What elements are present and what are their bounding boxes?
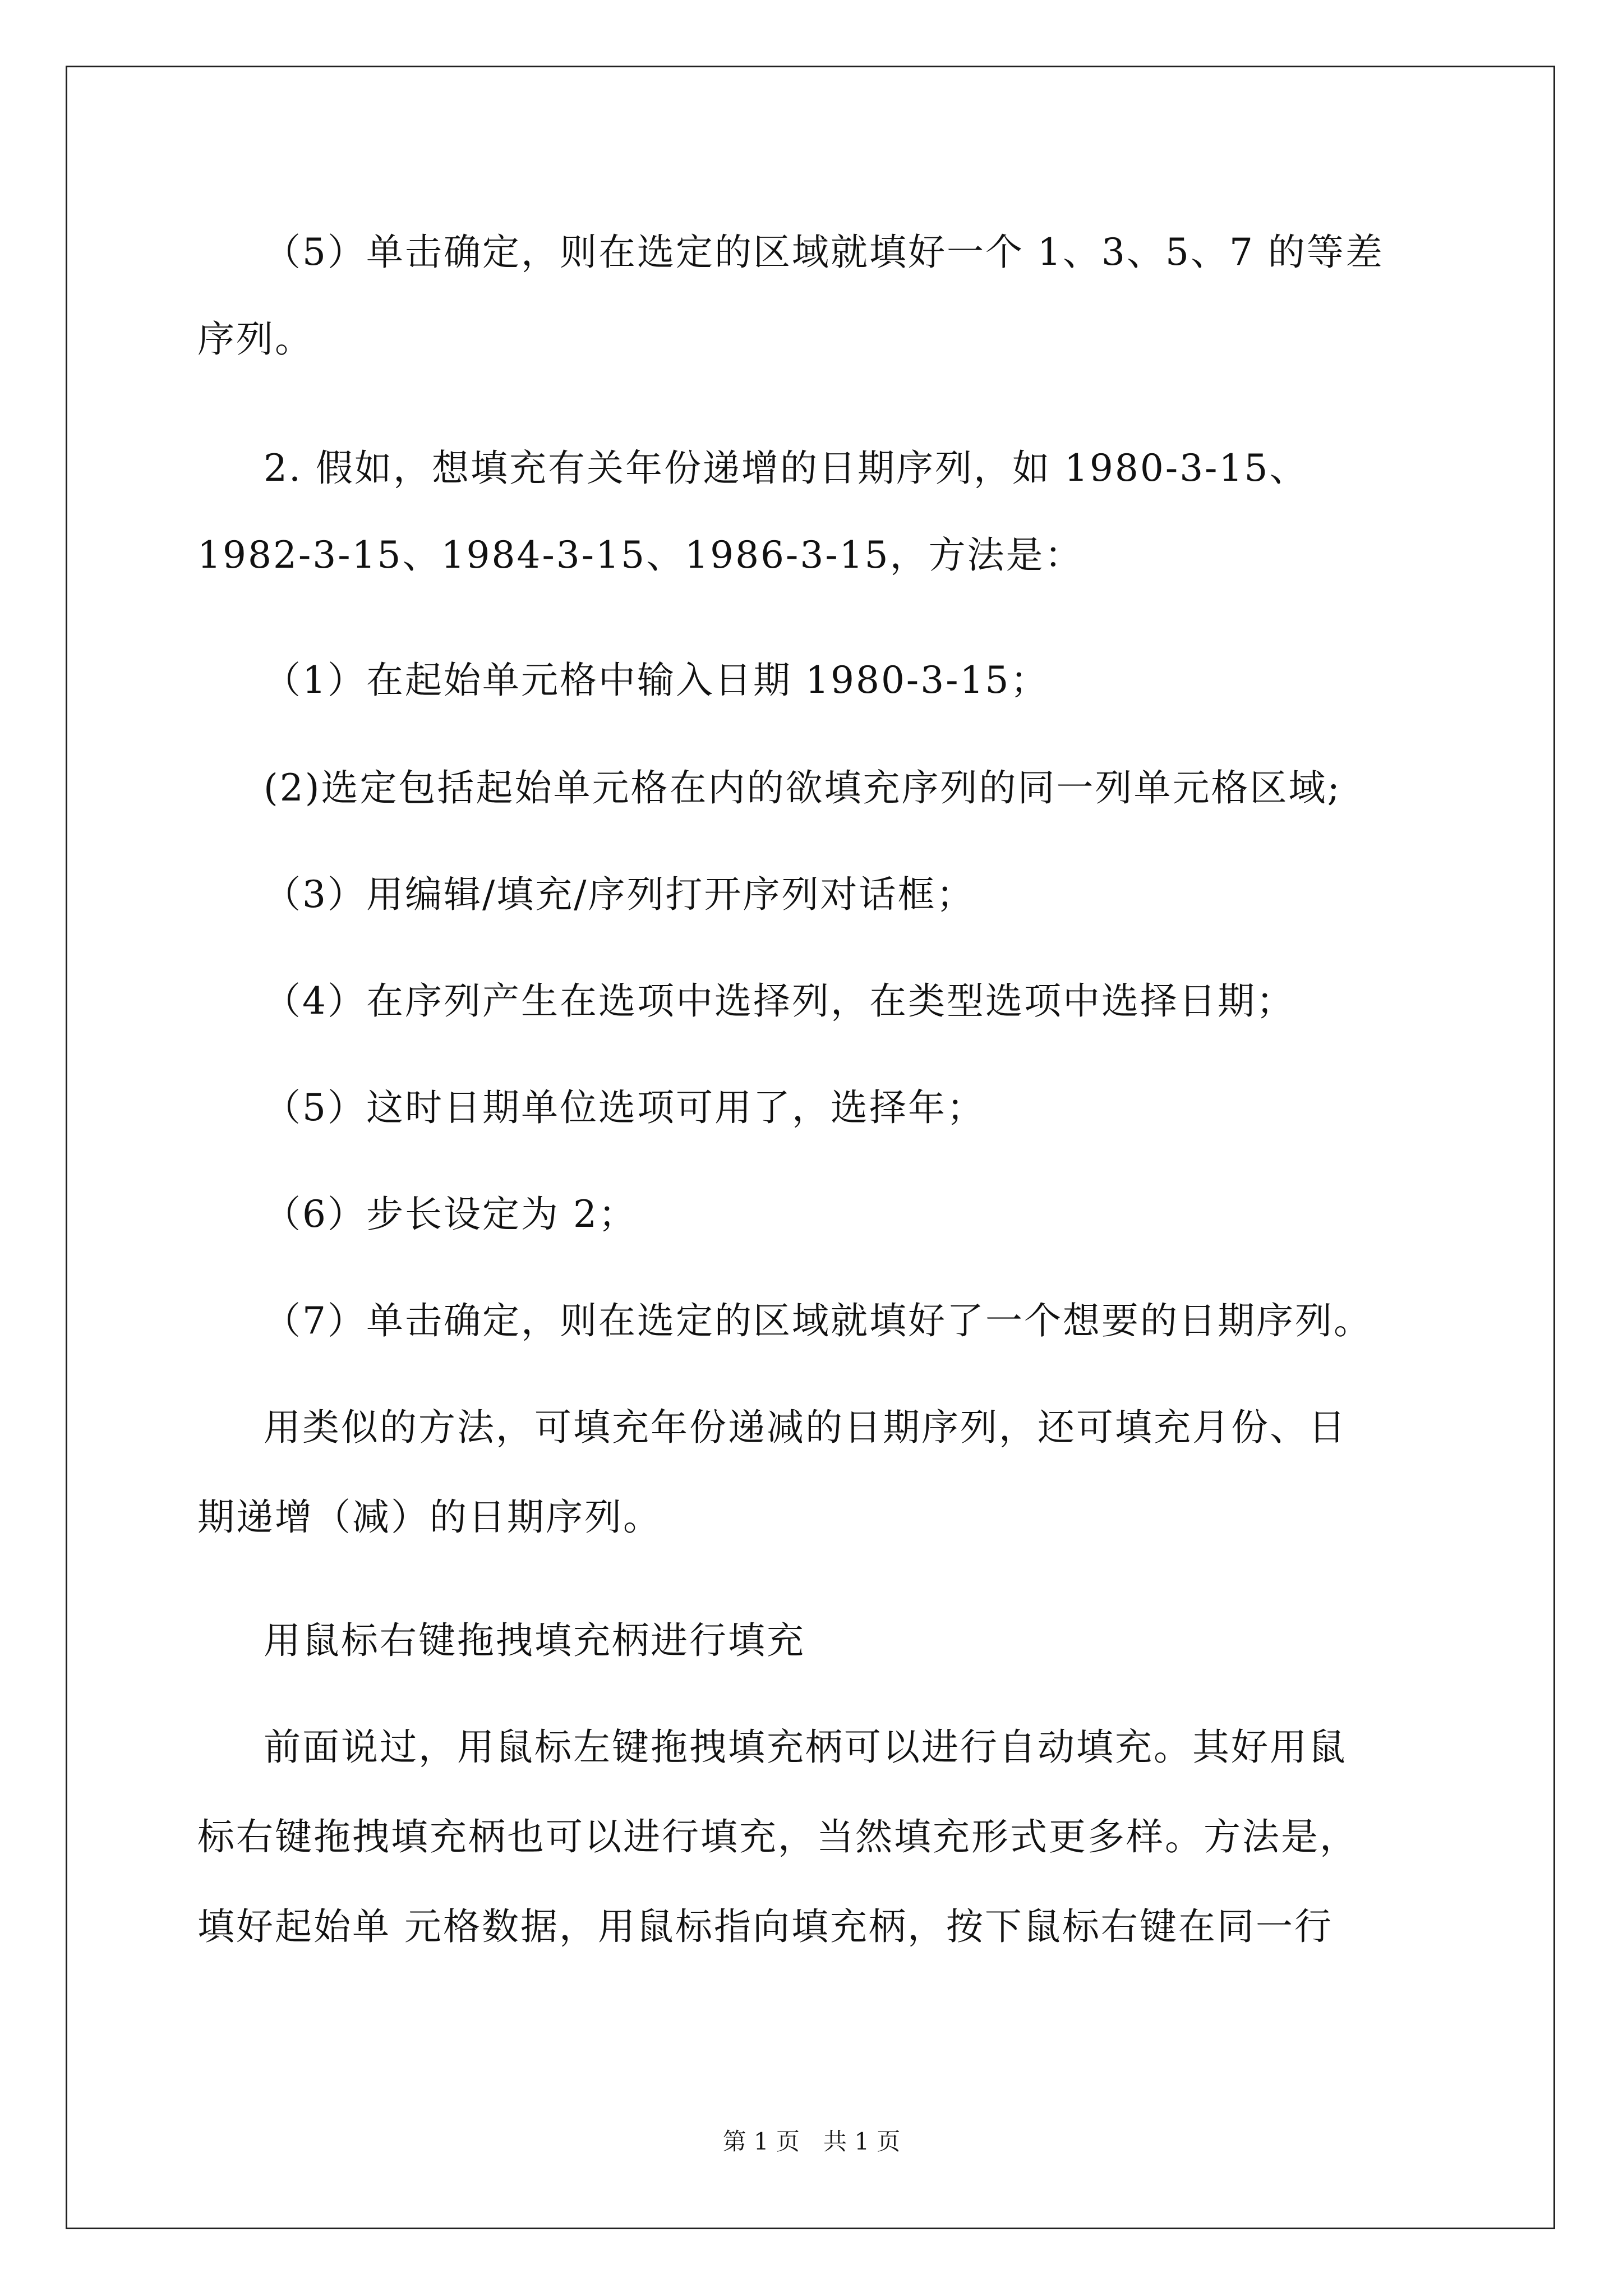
paragraph-line: 用鼠标右键拖拽填充柄进行填充 — [264, 1619, 805, 1662]
paragraph-line: 2. 假如，想填充有关年份递增的日期序列，如 1980-3-15、 — [264, 447, 1308, 490]
paragraph-line: （3）用编辑/填充/序列打开序列对话框； — [264, 873, 975, 916]
paragraph-line: （6）步长设定为 2； — [264, 1193, 637, 1236]
paragraph-line: 期递增（减）的日期序列。 — [197, 1496, 662, 1539]
page-footer: 第 1 页 共 1 页 — [722, 2128, 901, 2155]
paragraph-line: （5）这时日期单位选项可用了，选择年； — [264, 1086, 985, 1129]
paragraph-line: 1982-3-15、1984-3-15、1986-3-15，方法是： — [197, 533, 1083, 577]
paragraph-line: 用类似的方法，可填充年份递减的日期序列，还可填充月份、日 — [264, 1406, 1347, 1449]
paragraph-line: (2)选定包括起始单元格在内的欲填充序列的同一列单元格区域; — [264, 766, 1341, 809]
paragraph-line: 前面说过，用鼠标左键拖拽填充柄可以进行自动填充。其好用鼠 — [264, 1726, 1347, 1769]
paragraph-line: 标右键拖拽填充柄也可以进行填充，当然填充形式更多样。方法是， — [197, 1815, 1358, 1858]
paragraph-line: （5）单击确定，则在选定的区域就填好一个 1、3、5、7 的等差 — [264, 231, 1384, 274]
paragraph-line: （1）在起始单元格中输入日期 1980-3-15； — [264, 659, 1049, 702]
paragraph-line: （7）单击确定，则在选定的区域就填好了一个想要的日期序列。 — [264, 1299, 1372, 1342]
paragraph-line: （4）在序列产生在选项中选择列，在类型选项中选择日期； — [264, 979, 1295, 1023]
paragraph-line: 序列。 — [197, 318, 313, 361]
paragraph-line: 填好起始单 元格数据，用鼠标指向填充柄，按下鼠标右键在同一行 — [197, 1905, 1333, 1948]
